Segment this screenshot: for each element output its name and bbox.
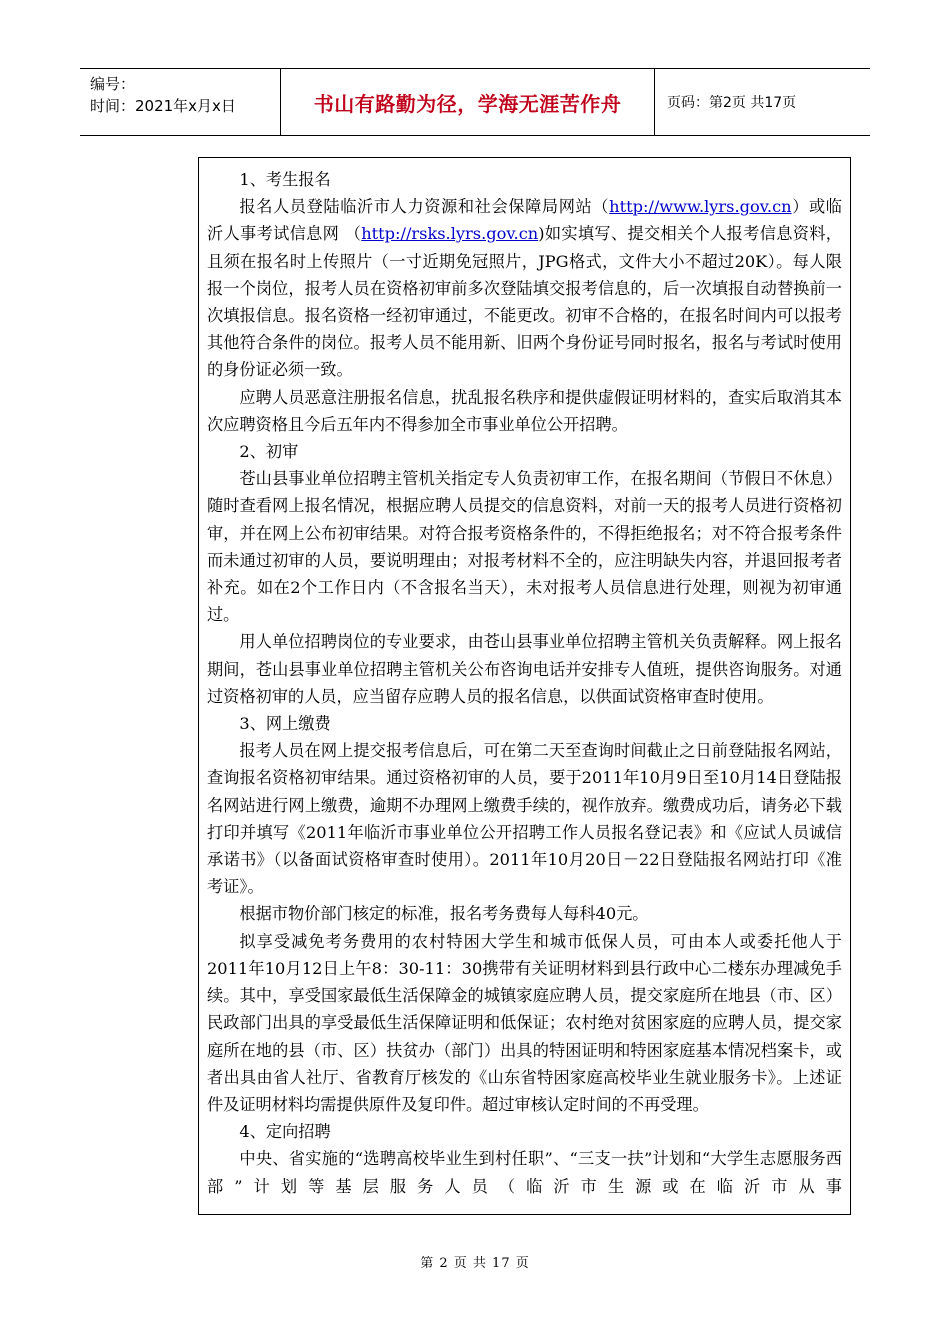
document-header <box>80 68 870 136</box>
header-motto: 书山有路勤为径，学海无涯苦作舟 <box>280 69 655 135</box>
section-heading: 3、网上缴费 <box>239 714 331 734</box>
header-page-info: 页码：第2页 共17页 <box>667 95 797 111</box>
header-meta <box>80 69 280 135</box>
paragraph: 应聘人员恶意注册报名信息，扰乱报名秩序和提供虚假证明材料的，查实后取消其本次应聘资格且今后五年内不得参加全市事业单位公开招聘。 <box>207 387 842 434</box>
document-time-label: 时间：2021年x月x日 <box>90 97 236 115</box>
paragraph: 苍山县事业单位招聘主管机关指定专人负责初审工作，在报名期间（节假日不休息）随时查看网上报名情况，根据应聘人员提交的信息资料，对前一天的报考人员进行资格初审，并在网上公布初审结果。对符合报考资格条件的，不得拒绝报名；对不符合报考条件而未通过初审的人员，要说明理由；对报考材料不全的，应注明缺失内容，并退回报考者补充。如在2个工作日内（不含报名当天），未对报考人员信息进行处理，则视为初审通过。 <box>207 469 842 625</box>
content-body <box>207 166 842 1200</box>
content-box <box>198 157 851 1215</box>
section-heading: 1、考生报名 <box>239 170 331 189</box>
paragraph: 根据市物价部门核定的标准，报名考务费每人每科40元。 <box>239 904 649 924</box>
page-footer: 第 2 页 共 17 页 <box>420 1256 530 1271</box>
document-number-label: 编号： <box>90 75 136 93</box>
paragraph: 用人单位招聘岗位的专业要求，由苍山县事业单位招聘主管机关负责解释。网上报名期间，苍山县事业单位招聘主管机关公布咨询电话并安排专人值班，提供咨询服务。对通过资格初审的人员，应当留存应聘人员的报名信息，以供面试资格审查时使用。 <box>207 632 842 706</box>
exam-website-link[interactable]: http://rsks.lyrs.gov.cn <box>361 224 539 244</box>
paragraph: 报名人员登陆临沂市人力资源和社会保障局网站（http://www.lyrs.gov.cn）或临沂人事考试信息网 （http://rsks.lyrs.gov.cn)如实填写、提交相关个人报考信息资料，且须在报名时上传照片（一寸近期免冠照片，JPG格式，文件大小不超过20K）。每人限报一个岗位，报考人员在资格初审前多次登陆填交报考信息的，后一次填报自动替换前一次填报信息。报名资格一经初审通过，不能更改。初审不合格的，在报名时间内可以报考其他符合条件的岗位。报考人员不能用新、旧两个身份证号同时报名，报名与考试时使用的身份证必须一致。 <box>207 197 842 380</box>
paragraph: 报考人员在网上提交报考信息后，可在第二天至查询时间截止之日前登陆报名网站，查询报名资格初审结果。通过资格初审的人员，要于2011年10月9日至10月14日登陆报名网站进行网上缴费，逾期不办理网上缴费手续的，视作放弃。缴费成功后，请务必下载打印并填写《2011年临沂市事业单位公开招聘工作人员报名登记表》和《应试人员诚信承诺书》（以备面试资格审查时使用）。2011年10月20日－22日登陆报名网站打印《准考证》。 <box>207 741 842 897</box>
section-heading: 2、初审 <box>239 442 299 462</box>
paragraph: 中央、省实施的“选聘高校毕业生到村任职”、“三支一扶”计划和“大学生志愿服务西部”计划等基层服务人员（临沂市生源或在临沂市从事 <box>207 1149 842 1196</box>
paragraph: 拟享受减免考务费用的农村特困大学生和城市低保人员，可由本人或委托他人于2011年10月12日上午8：30-11：30携带有关证明材料到县行政中心二楼东办理减免手续。其中，享受国家最低生活保障金的城镇家庭应聘人员，提交家庭所在地县（市、区）民政部门出具的享受最低生活保障证明和低保证；农村绝对贫困家庭的应聘人员，提交家庭所在地的县（市、区）扶贫办（部门）出具的特困证明和特困家庭基本情况档案卡，或者出具由省人社厅、省教育厅核发的《山东省特困家庭高校毕业生就业服务卡》。上述证件及证明材料均需提供原件及复印件。超过审核认定时间的不再受理。 <box>207 931 842 1114</box>
hrss-website-link[interactable]: http://www.lyrs.gov.cn <box>609 197 792 217</box>
section-heading: 4、定向招聘 <box>239 1122 331 1142</box>
